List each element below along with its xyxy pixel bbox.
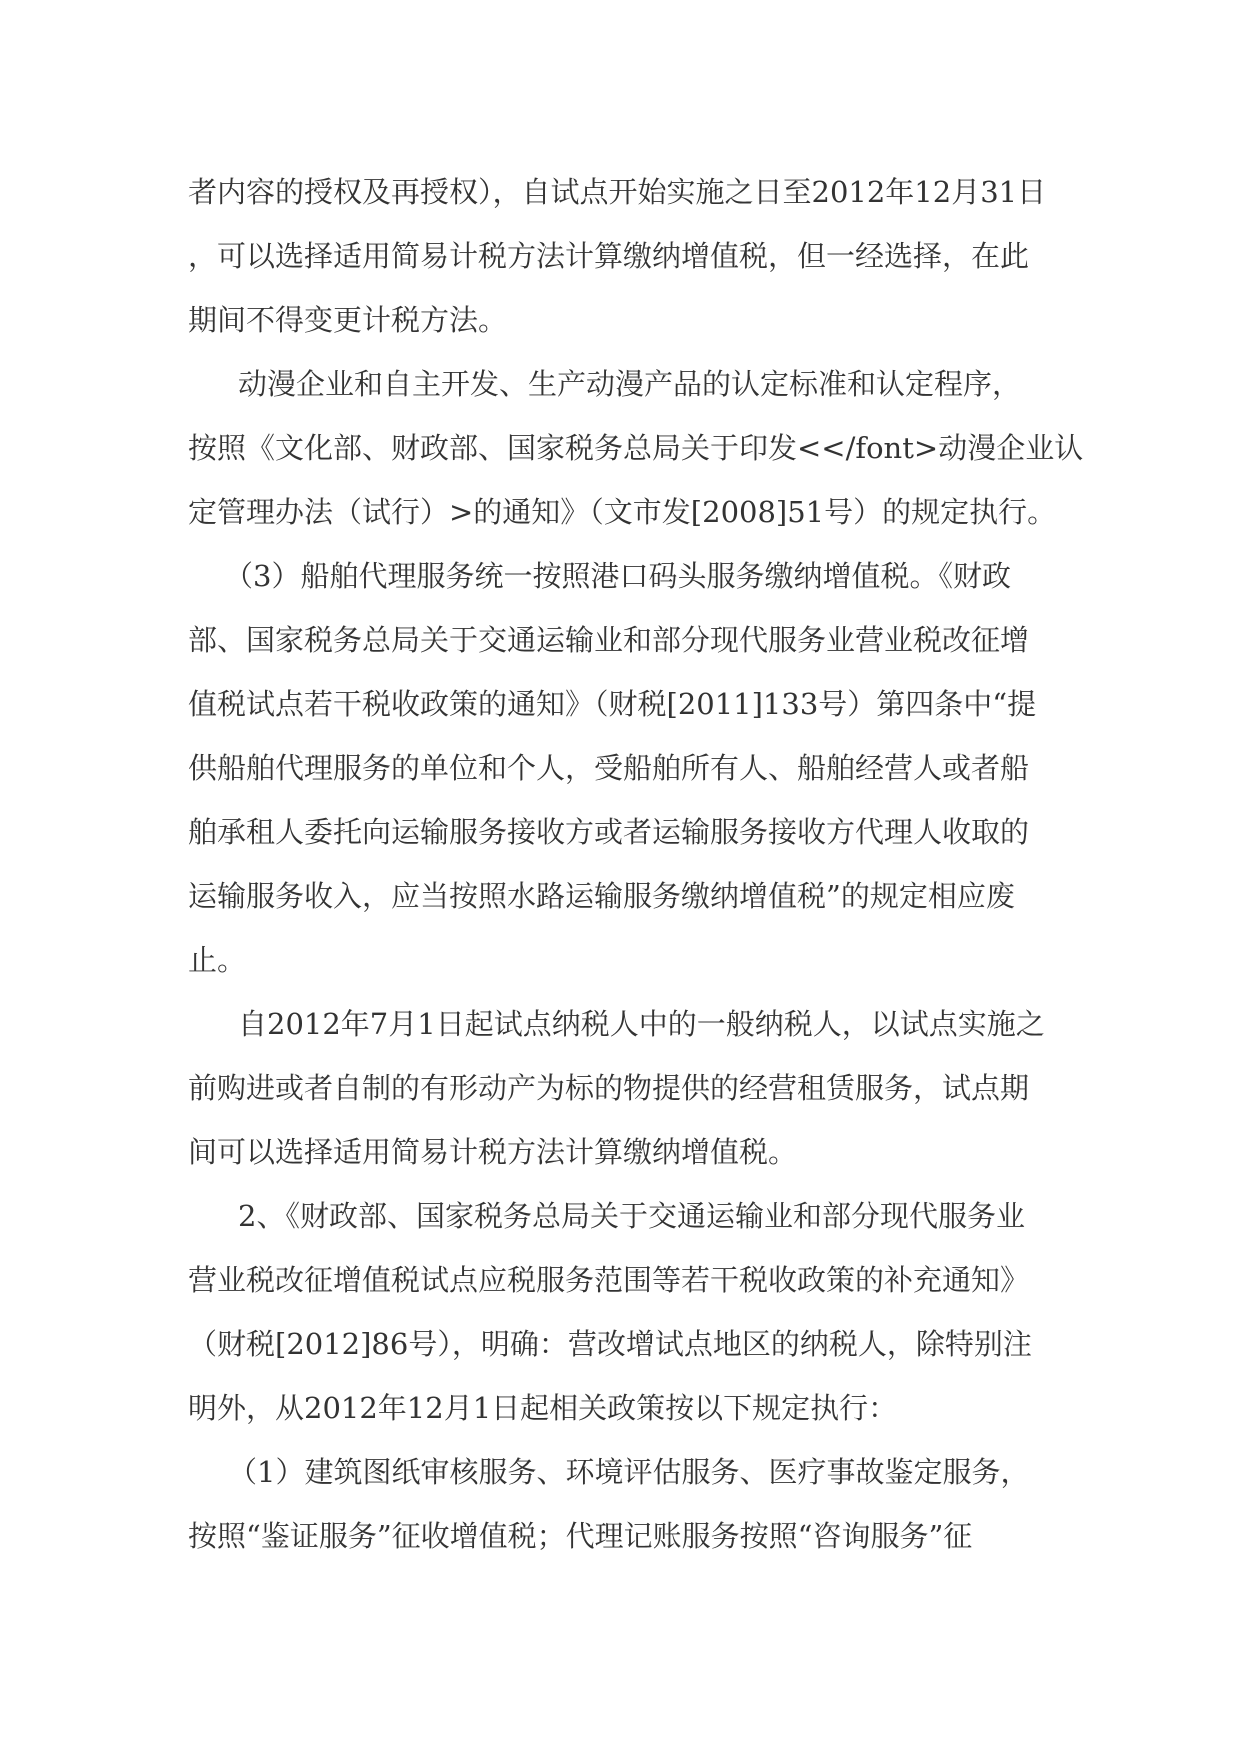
text-line: 按照“鉴证服务”征收增值税；代理记账服务按照“咨询服务”征 — [188, 1519, 973, 1553]
text-line: （3）船舶代理服务统一按照港口码头服务缴纳增值税。《财政 — [224, 559, 1011, 593]
text-line: 舶承租人委托向运输服务接收方或者运输服务接收方代理人收取的 — [188, 815, 1030, 849]
text-line: 期间不得变更计税方法。 — [188, 303, 508, 337]
text-line: 按照《文化部、财政部、国家税务总局关于印发<</font>动漫企业认 — [188, 431, 1084, 465]
text-line: 供船舶代理服务的单位和个人，受船舶所有人、船舶经营人或者船 — [188, 751, 1030, 785]
text-line: 自2012年7月1日起试点纳税人中的一般纳税人，以试点实施之 — [238, 1007, 1045, 1041]
text-line: 间可以选择适用简易计税方法计算缴纳增值税。 — [188, 1135, 798, 1169]
text-line: 止。 — [188, 943, 247, 977]
text-line: 运输服务收入，应当按照水路运输服务缴纳增值税”的规定相应废 — [188, 879, 1015, 913]
text-line: 2、《财政部、国家税务总局关于交通运输业和部分现代服务业 — [238, 1199, 1025, 1233]
text-line: 前购进或者自制的有形动产为标的物提供的经营租赁服务，试点期 — [188, 1071, 1030, 1105]
text-line: 明外，从2012年12月1日起相关政策按以下规定执行： — [188, 1391, 898, 1425]
text-line: （财税[2012]86号），明确：营改增试点地区的纳税人，除特别注 — [188, 1327, 1032, 1361]
text-line: 者内容的授权及再授权），自试点开始实施之日至2012年12月31日 — [188, 175, 1047, 209]
text-line: 部、国家税务总局关于交通运输业和部分现代服务业营业税改征增 — [188, 623, 1030, 657]
text-line: （1）建筑图纸审核服务、环境评估服务、医疗事故鉴定服务， — [228, 1455, 1030, 1489]
text-line: 值税试点若干税收政策的通知》（财税[2011]133号）第四条中“提 — [188, 687, 1037, 721]
text-line: 营业税改征增值税试点应税服务范围等若干税收政策的补充通知》 — [188, 1263, 1030, 1297]
text-line: ，可以选择适用简易计税方法计算缴纳增值税，但一经选择，在此 — [188, 239, 1030, 273]
document-body — [188, 160, 1084, 1568]
text-line: 定管理办法（试行）>的通知》（文市发[2008]51号）的规定执行。 — [188, 495, 1057, 529]
text-line: 动漫企业和自主开发、生产动漫产品的认定标准和认定程序， — [238, 367, 1022, 401]
